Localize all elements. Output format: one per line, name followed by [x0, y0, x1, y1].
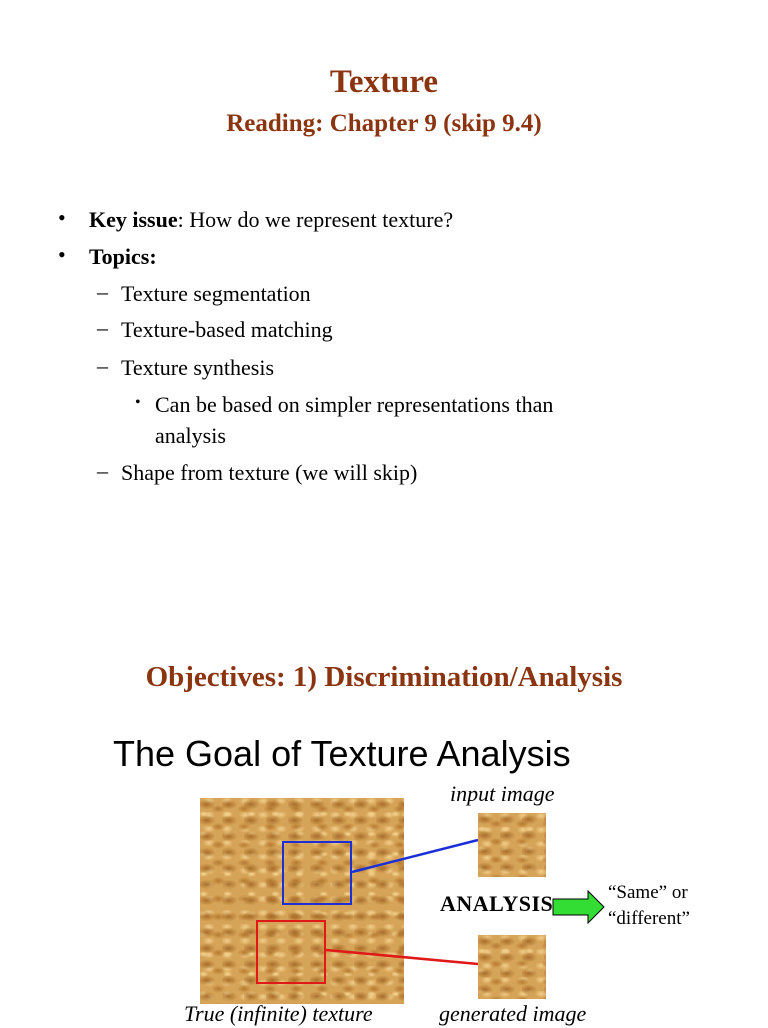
input-image-label: input image — [450, 781, 555, 806]
subsub-item-line2: analysis — [155, 423, 226, 448]
subtopic-item: Texture-based matching — [121, 317, 333, 342]
subsub-item-line1: Can be based on simpler representations than — [155, 392, 554, 417]
dash-marker: – — [97, 315, 108, 340]
generated-image-thumbnail — [478, 935, 546, 999]
result-line-2: “different” — [608, 908, 690, 929]
bullet-bold-label: Key issue — [89, 207, 178, 232]
bullet-marker: • — [58, 242, 66, 267]
dash-marker: – — [97, 353, 108, 378]
subtopic-item: Texture segmentation — [121, 281, 311, 306]
result-text — [608, 880, 690, 932]
subtopic-item: Texture synthesis — [121, 355, 275, 380]
sub-bullet-marker: • — [135, 394, 141, 411]
bullet-text: : How do we represent texture? — [177, 207, 454, 232]
true-texture-label: True (infinite) texture — [184, 1001, 373, 1026]
bullet-bold-label: Topics: — [89, 244, 157, 269]
subtopic-item: Shape from texture (we will skip) — [121, 460, 418, 485]
dash-marker: – — [97, 458, 108, 483]
analysis-label: ANALYSIS — [440, 891, 554, 916]
top-connector-line — [352, 840, 478, 872]
generated-image-label: generated image — [439, 1001, 587, 1026]
bottom-connector-line — [326, 950, 478, 964]
objectives-title: Objectives: 1) Discrimination/Analysis — [145, 661, 623, 693]
green-arrow-icon — [552, 890, 606, 924]
input-image-thumbnail — [478, 813, 546, 877]
slide-title: Texture — [329, 64, 439, 100]
slide-subtitle: Reading: Chapter 9 (skip 9.4) — [226, 110, 542, 137]
result-line-1: “Same” or — [608, 882, 688, 903]
dash-marker: – — [97, 279, 108, 304]
bullet-marker: • — [58, 205, 66, 230]
figure-heading: The Goal of Texture Analysis — [113, 733, 571, 774]
